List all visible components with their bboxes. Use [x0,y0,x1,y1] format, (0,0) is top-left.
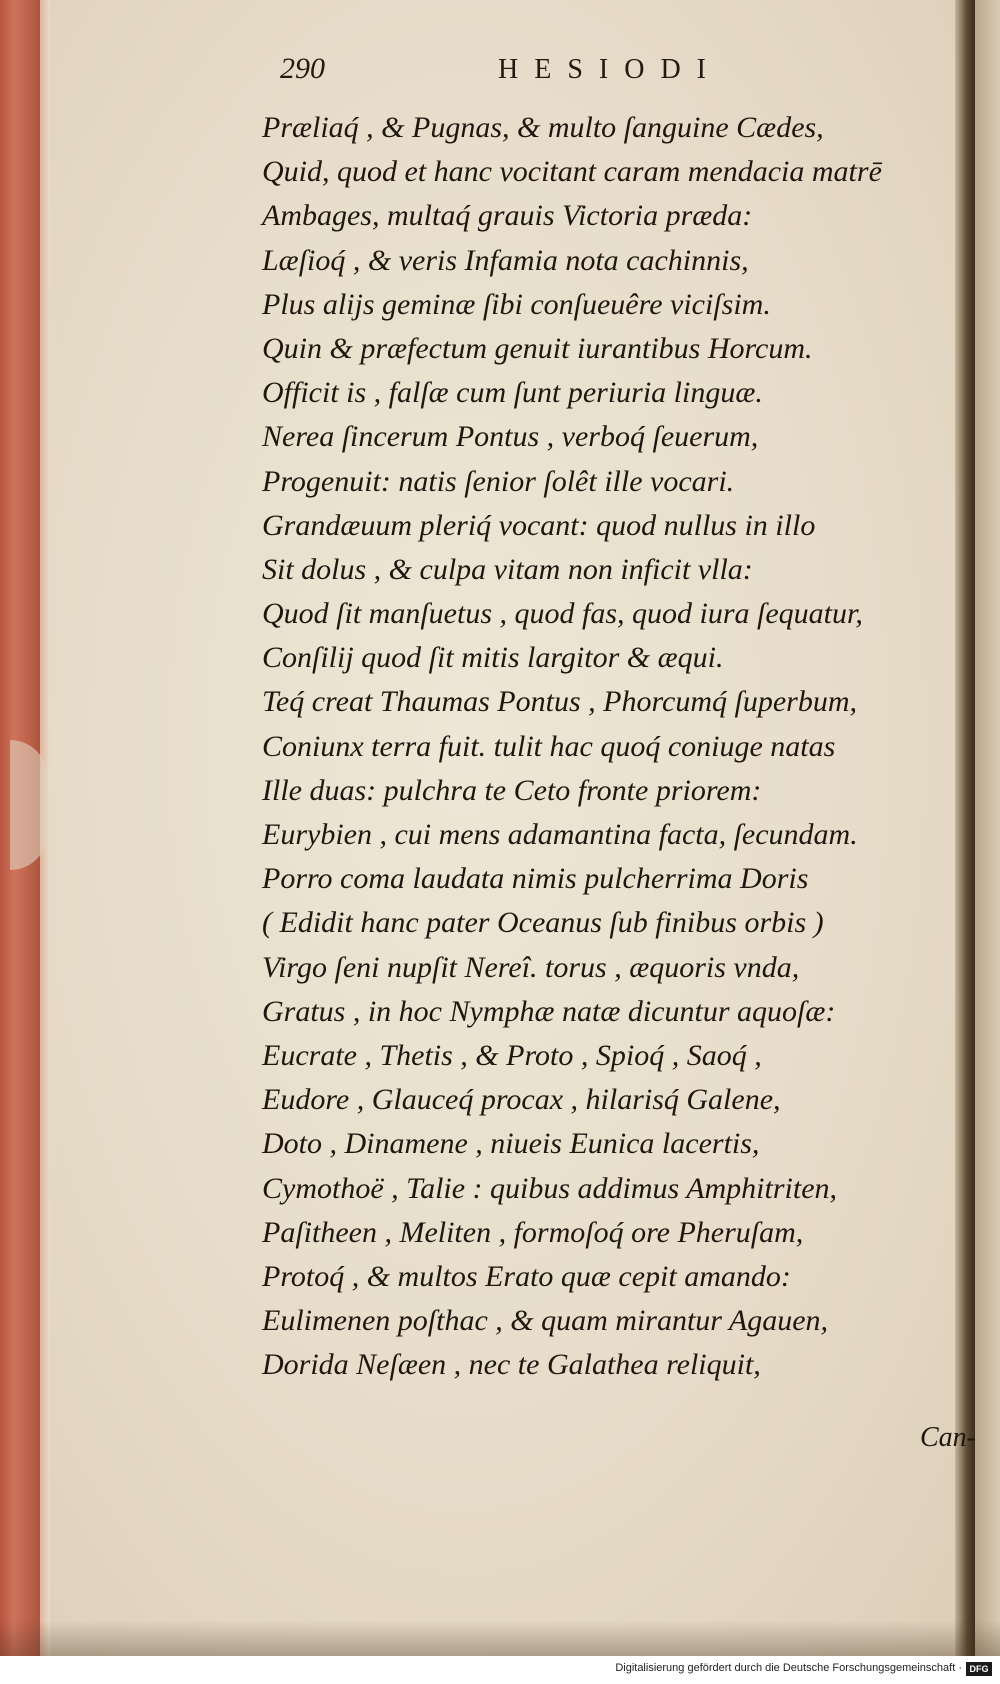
verse-text [262,106,962,1387]
verse-line: Quin & præfectum genuit iurantibus Horcum. [262,331,813,365]
verse-line: Protoq́ , & multos Erato quæ cepit amando: [262,1259,791,1293]
verse-line: Teq́ creat Thaumas Pontus , Phorcumq́ ſuperbum, [262,685,857,719]
catchword: Can- [920,1422,976,1453]
verse-line: Eulimenen poſthac , & quam mirantur Agauen, [262,1304,829,1338]
digitization-footer [0,1656,1000,1684]
verse-line: Eucrate , Thetis , & Proto , Spioq́ , Saoq́ , [262,1038,762,1072]
verse-line: Plus alijs geminæ ſibi conſueuêre viciſsim. [262,287,771,321]
verse-line: Læſioq́ , & veris Infamia nota cachinnis, [262,243,749,277]
book-clasp-shadow [10,740,48,870]
verse-line: Conſilij quod ſit mitis largitor & æqui. [262,641,724,675]
verse-line: Coniunx terra fuit. tulit hac quoq́ coniuge natas [262,729,836,763]
verse-line: Eurybien , cui mens adamantina facta, ſecundam. [262,818,858,851]
verse-line: Gratus , in hoc Nymphæ natæ dicuntur aquoſæ: [262,994,836,1028]
verse-line: Ille duas: pulchra te Ceto fronte priorem: [262,773,762,807]
verse-line: Eudore , Glauceq́ procax , hilarisq́ Galene, [262,1083,781,1117]
verse-line: Grandæuum pleriq́ vocant: quod nullus in illo [262,508,816,542]
verse-line: ( Edidit hanc pater Oceanus ſub finibus orbis ) [262,906,824,940]
verse-line: Progenuit: natis ſenior ſolêt ille vocari. [262,464,735,498]
verse-line: Nerea ſincerum Pontus , verboq́ ſeuerum, [262,420,759,454]
verse-line: Doto , Dinamene , niueis Eunica lacertis, [262,1127,760,1161]
verse-line: Cymothoë , Talie : quibus addimus Amphitriten, [262,1171,838,1205]
verse-line: Quid, quod et hanc vocitant caram mendacia matrē [262,155,882,189]
footer-credit: Digitalisierung gefördert durch die Deutsche Forschungsgemeinschaft · [615,1662,962,1674]
verse-line: Paſitheen , Meliten , formoſoq́ ore Pheruſam, [262,1215,804,1249]
verse-line: Virgo ſeni nupſit Nereî. torus , æquoris vnda, [262,950,800,984]
verse-line: Porro coma laudata nimis pulcherrima Doris [262,862,809,896]
verse-line: Sit dolus , & culpa vitam non inficit vlla: [262,552,753,586]
verse-line: Præliaq́ , & Pugnas, & multo ſanguine Cædes, [262,111,824,144]
running-head: HESIODI [498,54,722,85]
verse-line: Ambages, multaq́ grauis Victoria præda: [262,199,753,233]
verse-line: Dorida Neſæen , nec te Galathea reliquit, [262,1348,761,1382]
page-bottom-shadow [0,1620,1000,1656]
verse-line: Officit is , falſæ cum ſunt periuria linguæ. [262,376,763,410]
verse-line: Quod ſit manſuetus , quod fas, quod iura ſequatur, [262,597,863,631]
dfg-logo-icon: DFG [966,1662,992,1676]
page-number: 290 [280,52,325,85]
page-header [280,52,840,92]
facing-page-edge [975,0,1000,1656]
